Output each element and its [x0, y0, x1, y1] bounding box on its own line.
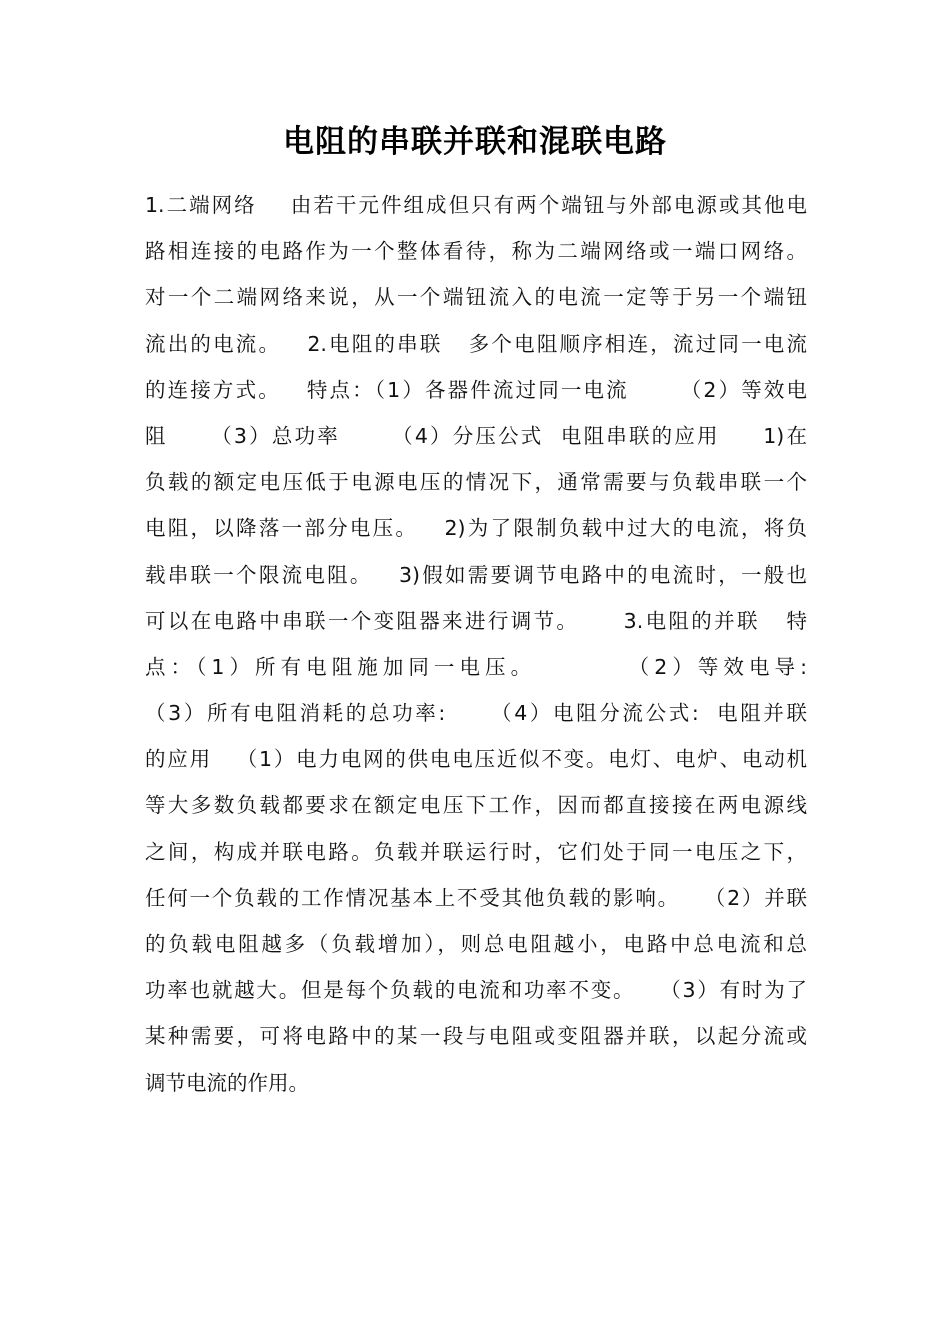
text-line: 等大多数负载都要求在额定电压下工作，因而都直接接在两电源线	[145, 793, 807, 818]
text-line: 路相连接的电路作为一个整体看待，称为二端网络或一端口网络。	[145, 239, 807, 264]
text-line: 某种需要，可将电路中的某一段与电阻或变阻器并联，以起分流或	[145, 1024, 807, 1049]
text-line: 调节电流的作用。	[145, 1070, 309, 1095]
text-line: 负载的额定电压低于电源电压的情况下，通常需要与负载串联一个	[145, 470, 807, 495]
text-line: 之间，构成并联电路。负载并联运行时，它们处于同一电压之下，	[145, 839, 807, 864]
text-line: 的连接方式。 特点：（1）各器件流过同一电流 （2）等效电	[145, 377, 807, 402]
text-line: 阻 （3）总功率 （4）分压公式 电阻串联的应用 1)在	[145, 423, 807, 448]
text-line: 对一个二端网络来说，从一个端钮流入的电流一定等于另一个端钮	[145, 285, 807, 310]
text-line: 流出的电流。 2.电阻的串联 多个电阻顺序相连，流过同一电流	[145, 331, 807, 356]
text-line: 功率也就越大。但是每个负载的电流和功率不变。 （3）有时为了	[145, 978, 807, 1003]
text-line: 的负载电阻越多（负载增加），则总电阻越小，电路中总电流和总	[145, 932, 807, 956]
document-body	[145, 182, 807, 1106]
text-line: （3）所有电阻消耗的总功率: （4）电阻分流公式: 电阻并联	[145, 701, 807, 726]
text-line: 点：（1）所有电阻施加同一电压。 （2）等效电导:	[145, 654, 807, 679]
text-line: 1.二端网络 由若干元件组成但只有两个端钮与外部电源或其他电	[145, 193, 807, 217]
text-line: 任何一个负载的工作情况基本上不受其他负载的影响。 （2）并联	[145, 885, 807, 910]
text-line: 可以在电路中串联一个变阻器来进行调节。 3.电阻的并联 特	[145, 608, 807, 633]
text-line: 电阻，以降落一部分电压。 2)为了限制负载中过大的电流，将负	[145, 516, 807, 541]
text-line: 的应用 （1）电力电网的供电电压近似不变。电灯、电炉、电动机	[145, 747, 807, 772]
text-line: 载串联一个限流电阻。 3)假如需要调节电路中的电流时，一般也	[145, 562, 807, 587]
document-title: 电阻的串联并联和混联电路	[283, 124, 667, 160]
